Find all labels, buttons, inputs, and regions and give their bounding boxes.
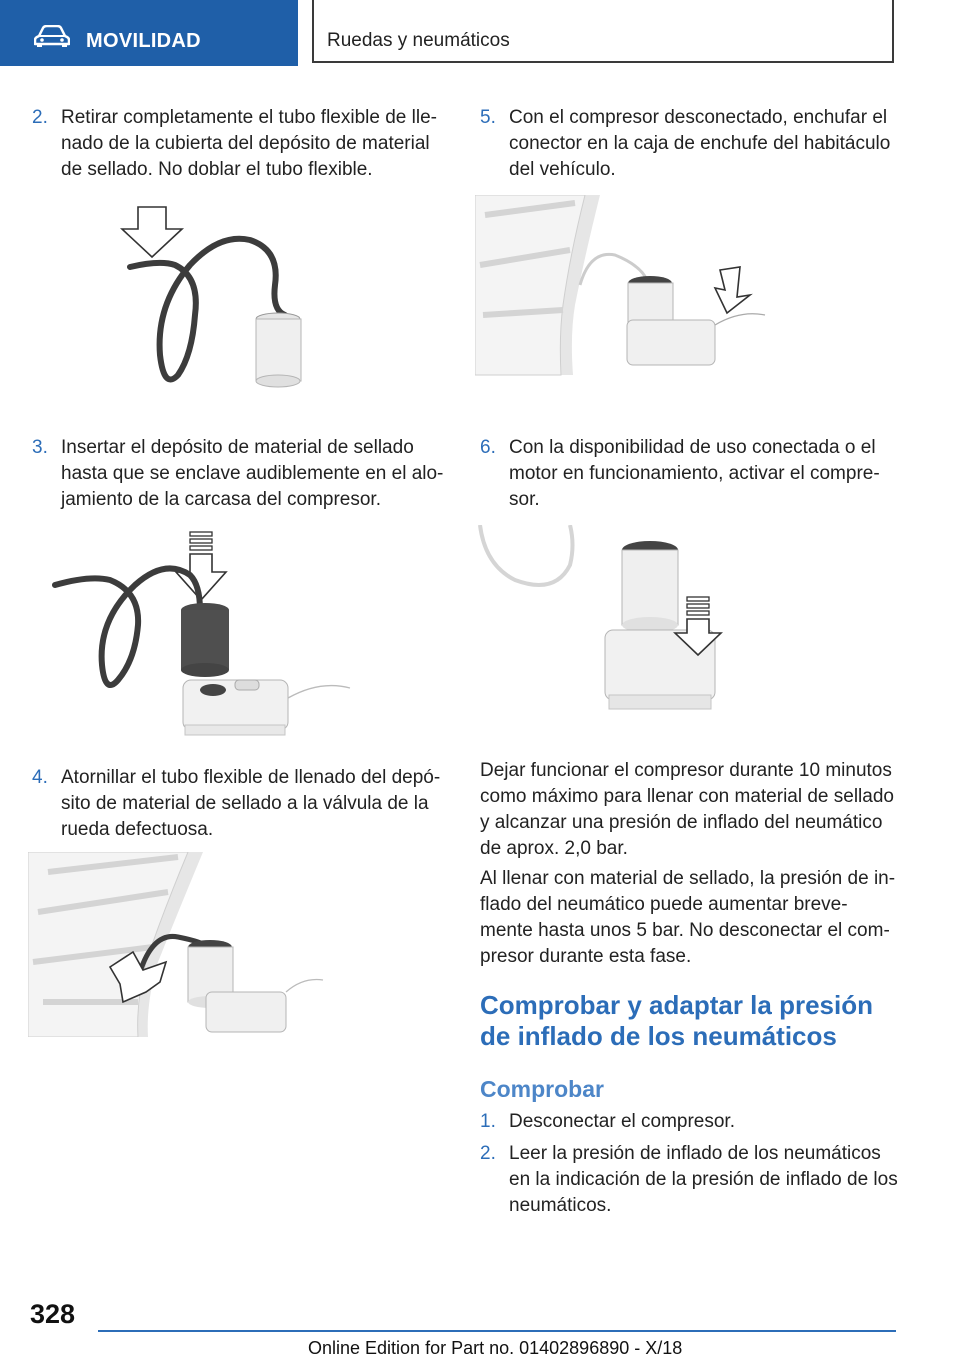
step-number: 3. — [32, 437, 48, 458]
step-text — [61, 435, 443, 513]
step-text — [61, 765, 440, 843]
text-line: Al llenar con material de sellado, la presión de in- — [480, 868, 896, 889]
page-number: 328 — [30, 1299, 76, 1329]
step-line: del vehículo. — [509, 159, 616, 180]
text-line: mente hasta unos 5 bar. No desconectar el com- — [480, 920, 890, 941]
text-line: de aprox. 2,0 bar. — [480, 838, 628, 859]
step-line: Atornillar el tubo flexible de llenado del depó- — [61, 767, 441, 788]
chapter-title: Ruedas y neumáticos — [327, 30, 510, 51]
car-icon — [34, 25, 70, 47]
step-line: de sellado. No doblar el tubo flexible. — [61, 159, 373, 180]
step-line: nado de la cubierta del depósito de material — [61, 133, 430, 154]
plug-compressor-illustration — [475, 195, 785, 385]
hose-removal-illustration — [120, 205, 330, 395]
step-line: hasta que se enclave audiblemente en el alo- — [61, 463, 444, 484]
step-number: 4. — [32, 767, 48, 788]
text-line: Dejar funcionar el compresor durante 10 minutos — [480, 760, 892, 781]
chapter-box — [312, 0, 894, 63]
step-number: 1. — [480, 1111, 496, 1132]
warning-paragraph — [480, 866, 900, 970]
edition-note: Online Edition for Part no. 01402896890 - X/18 — [308, 1338, 683, 1358]
step-line: Leer la presión de inflado de los neumáticos — [509, 1143, 881, 1164]
step-text — [61, 105, 437, 183]
insert-reservoir-illustration — [50, 530, 370, 745]
step-line: sito de material de sellado a la válvula de la — [61, 793, 429, 814]
text-line: como máximo para llenar con material de sellado — [480, 786, 894, 807]
heading-line: Comprobar y adaptar la presión — [480, 990, 873, 1020]
step-text — [509, 435, 880, 513]
step-line: en la indicación de la presión de inflado de los — [509, 1169, 898, 1190]
step-text — [509, 1141, 898, 1219]
step-line: motor en funcionamiento, activar el compre- — [509, 463, 880, 484]
subsection-heading: Comprobar — [480, 1076, 604, 1102]
text-line: presor durante esta fase. — [480, 946, 692, 967]
section-title: MOVILIDAD — [86, 30, 201, 52]
step-number: 6. — [480, 437, 496, 458]
step-line: Con el compresor desconectado, enchufar el — [509, 107, 888, 128]
step-line: sor. — [509, 489, 540, 510]
step-line: Desconectar el compresor. — [509, 1111, 735, 1132]
step-line: neumáticos. — [509, 1195, 612, 1216]
step-line: rueda defectuosa. — [61, 819, 214, 840]
step-number: 5. — [480, 107, 496, 128]
step-text — [509, 105, 890, 183]
step-line: Insertar el depósito de material de sellado — [61, 437, 414, 458]
text-line: flado del neumático puede aumentar breve- — [480, 894, 848, 915]
section-heading — [480, 990, 910, 1052]
instruction-paragraph — [480, 758, 900, 862]
heading-line: de inflado de los neumáticos — [480, 1021, 837, 1051]
step-line: Retirar completamente el tubo flexible de lle- — [61, 107, 437, 128]
step-number: 2. — [480, 1143, 496, 1164]
step-line: jamiento de la carcasa del compresor. — [61, 489, 381, 510]
section-tab — [0, 0, 298, 66]
step-line: conector en la caja de enchufe del habitáculo — [509, 133, 891, 154]
attach-hose-to-valve-illustration — [28, 852, 328, 1037]
footer-divider — [98, 1330, 896, 1332]
step-text — [509, 1109, 735, 1135]
text-line: y alcanzar una presión de inflado del neumático — [480, 812, 883, 833]
step-line: Con la disponibilidad de uso conectada o el — [509, 437, 876, 458]
activate-compressor-illustration — [475, 525, 755, 725]
step-number: 2. — [32, 107, 48, 128]
